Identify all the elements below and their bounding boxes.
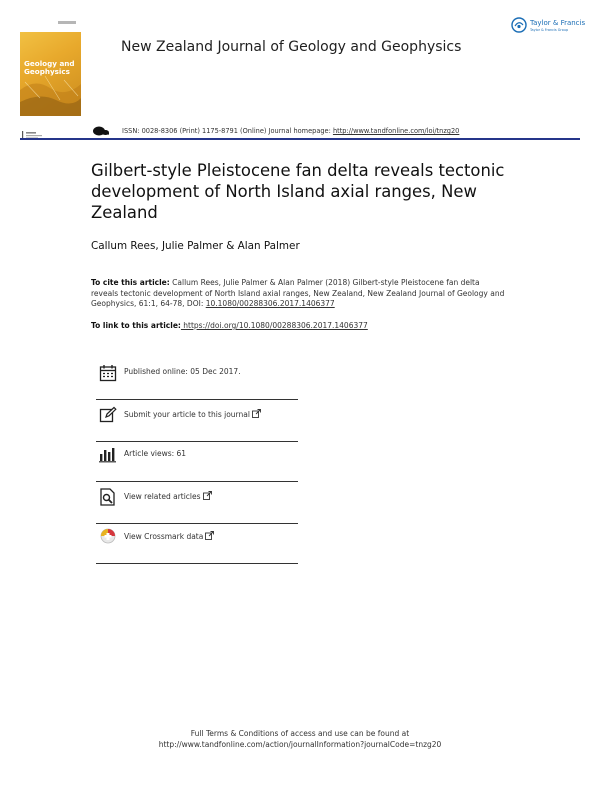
published-online-text: Published online: 05 Dec 2017. [124, 367, 241, 376]
edit-icon [99, 406, 117, 424]
cover-landscape [20, 67, 81, 116]
related-articles-row[interactable] [96, 482, 298, 524]
external-link-icon [205, 531, 214, 540]
publisher-logo-icon [511, 17, 527, 33]
footer-terms [0, 728, 600, 750]
related-articles-icon [99, 488, 117, 506]
submit-article-label: Submit your article to this journal [124, 410, 250, 419]
crossmark-label: View Crossmark data [124, 532, 204, 541]
external-link-icon [203, 491, 212, 500]
article-views-text: Article views: 61 [124, 449, 187, 458]
cover-title [24, 60, 80, 76]
publisher-logo[interactable] [511, 17, 586, 37]
citation-block [91, 278, 505, 310]
article-link-line [91, 321, 368, 330]
published-online-row [96, 358, 298, 400]
row-divider [96, 563, 298, 564]
article-link-label: To link to this article: [91, 321, 181, 330]
footer-line1: Full Terms & Conditions of access and use can be found at [190, 729, 410, 738]
article-title: Gilbert-style Pleistocene fan delta reveals tectonic development of North Island axial ranges, New Zealand [91, 161, 505, 222]
crossmark-icon [99, 528, 117, 546]
header-divider [20, 138, 580, 140]
related-articles-link[interactable] [124, 491, 212, 501]
issn-text: ISSN: 0028-8306 (Print) 1175-8791 (Online) Journal homepage: [122, 127, 333, 135]
external-link-icon [252, 409, 261, 418]
publisher-name: Taylor & Francis [530, 19, 586, 27]
bar-chart-icon [99, 446, 117, 464]
society-logo [22, 124, 62, 132]
publisher-tagline: Taylor & Francis Group [530, 28, 569, 32]
submit-article-link[interactable] [124, 409, 261, 419]
citation-label: To cite this article: [91, 278, 170, 287]
issn-line [122, 127, 459, 135]
calendar-icon [99, 364, 117, 382]
journal-title[interactable]: New Zealand Journal of Geology and Geophysics [121, 39, 462, 55]
article-doi-link[interactable]: https://doi.org/10.1080/00288306.2017.1406377 [180, 321, 368, 330]
article-authors: Callum Rees, Julie Palmer & Alan Palmer [91, 240, 300, 252]
journal-cover-image [20, 18, 81, 116]
cover-title-line1: Geology and [24, 59, 75, 68]
citation-doi-link[interactable]: 10.1080/00288306.2017.1406377 [205, 299, 335, 309]
footer-journal-info-link[interactable]: http://www.tandfonline.com/action/journalInformation?journalCode=tnzg20 [158, 740, 442, 749]
article-views-row [96, 440, 298, 482]
cover-title-line2: Geophysics [24, 67, 70, 76]
journal-homepage-link[interactable]: http://www.tandfonline.com/loi/tnzg20 [332, 127, 460, 135]
submit-article-row[interactable] [96, 400, 298, 442]
related-articles-label: View related articles [124, 492, 201, 501]
crossmark-link[interactable] [124, 531, 214, 541]
cover-logo-mark [58, 21, 76, 24]
citation-text: Callum Rees, Julie Palmer & Alan Palmer (2018) Gilbert-style Pleistocene fan delta reveals tectonic development of North Island axial ranges, New Zealand, New Zealand Journal of Geology and Geophysics, 61:1, 64-78, DOI: [91, 278, 505, 309]
crossmark-row[interactable] [96, 522, 298, 564]
